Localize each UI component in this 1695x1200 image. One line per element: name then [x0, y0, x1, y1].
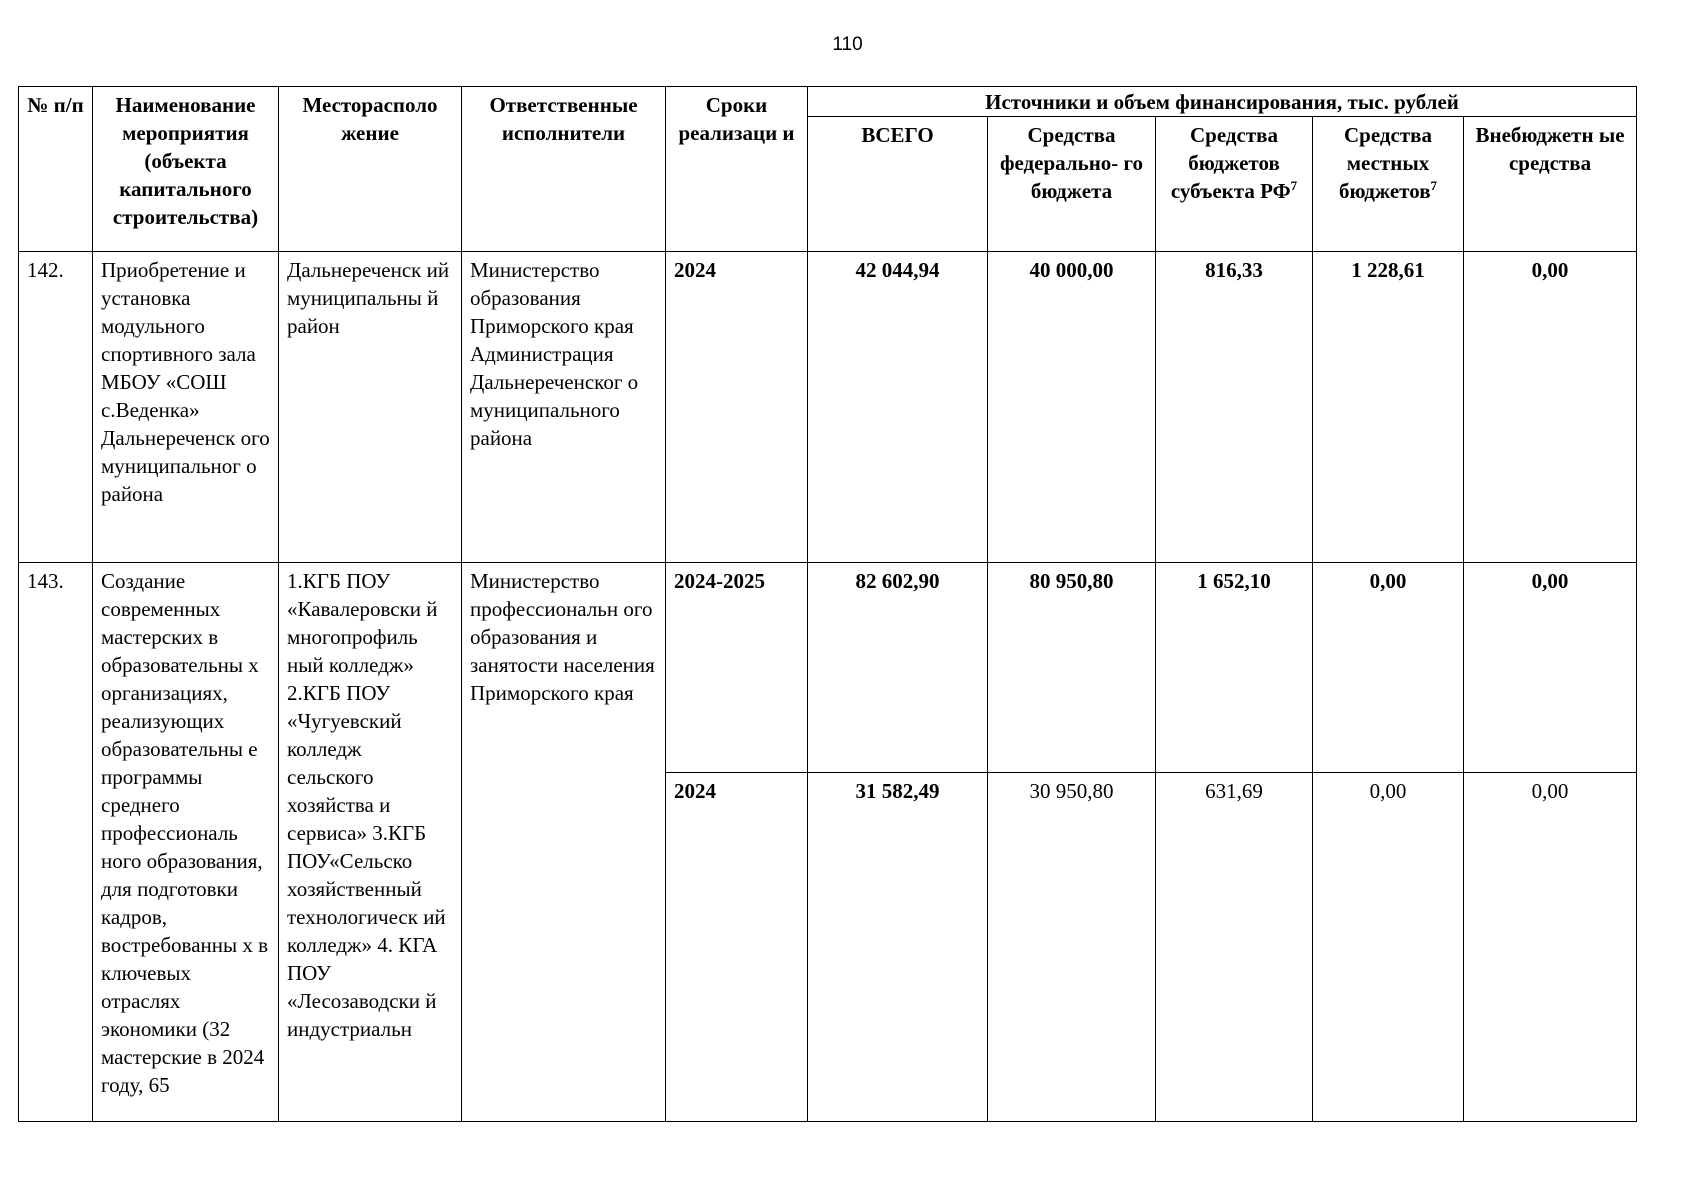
row-local: 1 228,61	[1313, 252, 1464, 563]
row-num: 142.	[19, 252, 93, 563]
header-row-top	[19, 87, 1637, 117]
header-local-footnote: 7	[1430, 178, 1438, 193]
row-subject: 816,33	[1156, 252, 1313, 563]
header-num: № п/п	[19, 87, 93, 252]
row-local: 0,00	[1313, 563, 1464, 773]
row-period: 2024	[666, 252, 808, 563]
row-location: 1.КГБ ПОУ «Кавалеровски й многопрофиль ный колледж» 2.КГБ ПОУ «Чугуевский колледж сельского хозяйства и сервиса» 3.КГБ ПОУ«Сельско хозяйственный технологическ ий колледж» 4. КГА ПОУ «Лесозаводски й индустриальн	[279, 563, 462, 1122]
header-funding-group: Источники и объем финансирования, тыс. рублей	[808, 87, 1637, 117]
row-federal: 40 000,00	[988, 252, 1156, 563]
row-federal: 30 950,80	[988, 773, 1156, 1122]
row-federal: 80 950,80	[988, 563, 1156, 773]
row-num: 143.	[19, 563, 93, 1122]
header-subject	[1156, 117, 1313, 252]
row-extra: 0,00	[1464, 563, 1637, 773]
header-subject-text: Средства бюджетов субъекта РФ	[1170, 123, 1291, 203]
row-subject: 631,69	[1156, 773, 1313, 1122]
row-name: Приобретение и установка модульного спортивного зала МБОУ «СОШ с.Веденка» Дальнереченск ого муниципальног о района	[93, 252, 279, 563]
header-local-text: Средства местных бюджетов	[1338, 123, 1432, 203]
page-number: 110	[832, 34, 863, 55]
header-federal: Средства федерально- го бюджета	[988, 117, 1156, 252]
header-total: ВСЕГО	[808, 117, 988, 252]
row-subject: 1 652,10	[1156, 563, 1313, 773]
header-name: Наименование мероприятия (объекта капитального строительства)	[93, 87, 279, 252]
header-extra: Внебюджетн ые средства	[1464, 117, 1637, 252]
table-row	[19, 563, 1637, 773]
financing-table	[18, 86, 1637, 1122]
row-period: 2024-2025	[666, 563, 808, 773]
row-total: 82 602,90	[808, 563, 988, 773]
row-location: Дальнереченск ий муниципальны й район	[279, 252, 462, 563]
header-local	[1313, 117, 1464, 252]
row-executors: Министерство образования Приморского края Администрация Дальнереченског о муниципального района	[462, 252, 666, 563]
header-executors: Ответственные исполнители	[462, 87, 666, 252]
row-executors: Министерство профессиональн ого образования и занятости населения Приморского края	[462, 563, 666, 1122]
header-period: Сроки реализаци и	[666, 87, 808, 252]
table-row	[19, 252, 1637, 563]
row-extra: 0,00	[1464, 773, 1637, 1122]
row-total: 42 044,94	[808, 252, 988, 563]
row-local: 0,00	[1313, 773, 1464, 1122]
header-subject-footnote: 7	[1290, 178, 1298, 193]
row-extra: 0,00	[1464, 252, 1637, 563]
row-total: 31 582,49	[808, 773, 988, 1122]
row-name: Создание современных мастерских в образовательны х организациях, реализующих образовательны е программы среднего профессиональ ного образования, для подготовки кадров, востребованны х в ключевых отраслях экономики (32 мастерские в 2024 году, 65	[93, 563, 279, 1122]
row-period: 2024	[666, 773, 808, 1122]
header-location: Месторасполо жение	[279, 87, 462, 252]
